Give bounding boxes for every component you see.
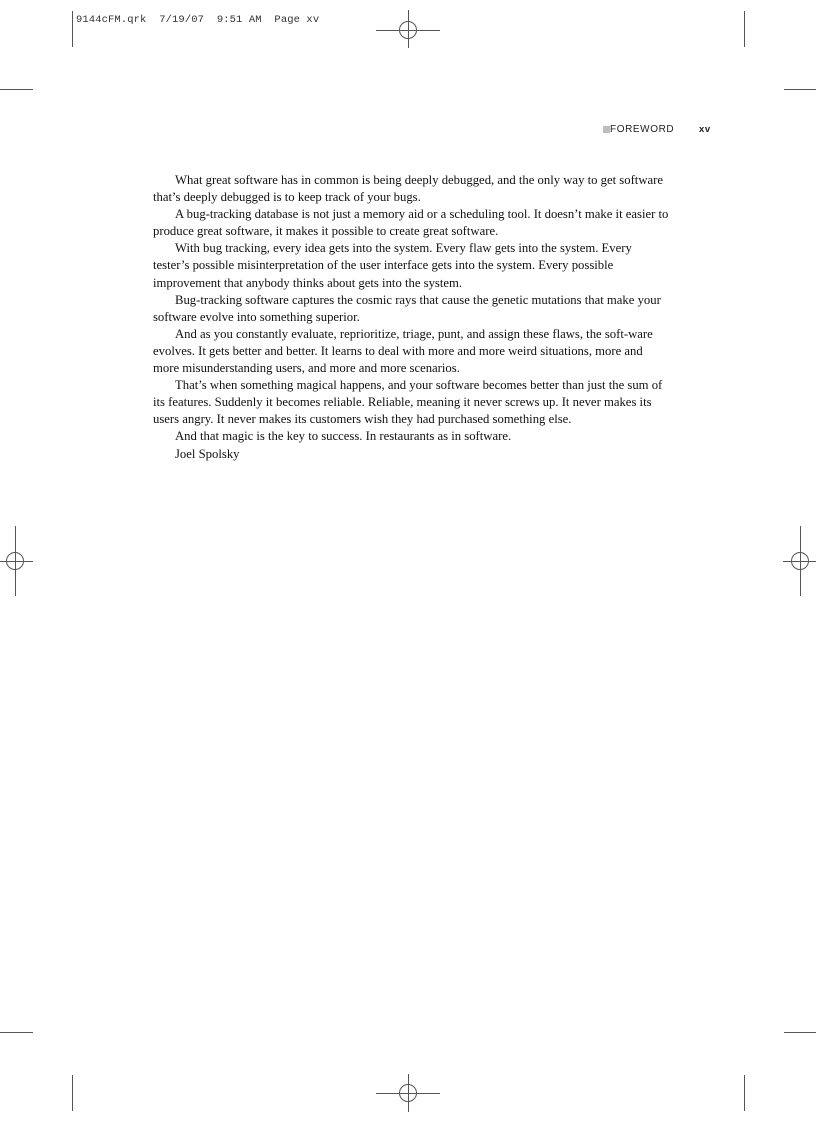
crop-mark-bottom-right (744, 1075, 745, 1111)
paragraph: What great software has in common is being deeply debugged, and the only way to get software that’s deeply debugged is to keep track of your bugs. (153, 173, 663, 205)
paragraph: With bug tracking, every idea gets into the system. Every flaw gets into the system. Every tester’s possible misinterpretation of the user interface gets into the system. Every possible improvement that anybody thinks about gets into the system. (153, 241, 632, 290)
crop-mark-upper-left (0, 89, 33, 90)
running-head (560, 124, 710, 138)
paragraph: Bug-tracking software captures the cosmic rays that cause the genetic mutations that make your software evolve into something superior. (153, 292, 661, 324)
crop-mark-top-right (744, 11, 745, 47)
crop-mark-lower-left (0, 1032, 33, 1033)
crop-mark-lower-right (784, 1032, 816, 1033)
page-number: xv (699, 124, 711, 135)
crop-mark-top-left (72, 11, 73, 47)
paragraph: That’s when something magical happens, and your software becomes better than just the sum of its features. Suddenly it becomes reliable. Reliable, meaning it never screws up. It never makes its users angry. It never makes its customers wish they had purchased something else. (153, 378, 663, 427)
section-title: FOREWORD (610, 124, 675, 135)
paragraph: And that magic is the key to success. In restaurants as in software. (175, 429, 512, 444)
paragraph: And as you constantly evaluate, reprioritize, triage, punt, and assign these flaws, the soft-ware evolves. It gets better and better. It learns to deal with more and more weird situations, more and more misunderstanding users, and more and more scenarios. (153, 326, 653, 376)
crop-mark-bottom-left (72, 1075, 73, 1111)
crop-mark-upper-right (784, 89, 816, 90)
foreword-body (153, 172, 671, 463)
paragraph: A bug-tracking database is not just a memory aid or a scheduling tool. It doesn’t make it easier to produce great software, it makes it possible to create great software. (153, 207, 669, 239)
print-slug-line: 9144cFM.qrk 7/19/07 9:51 AM Page xv (76, 14, 320, 26)
section-marker-square (603, 126, 610, 133)
author-signature: Joel Spolsky (175, 446, 240, 461)
